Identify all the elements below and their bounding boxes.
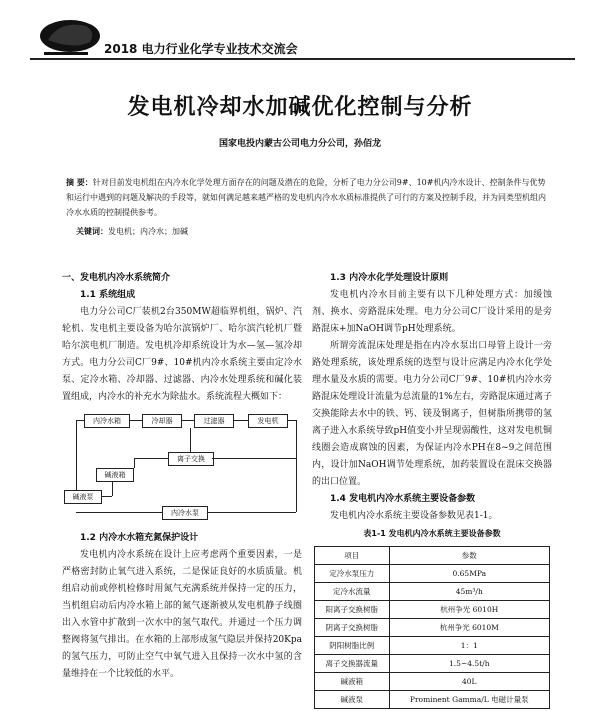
table-cell: 定冷水流量 <box>315 583 390 601</box>
flow-line <box>212 458 296 459</box>
flow-alkali-tank: 碱液箱 <box>96 468 134 482</box>
flow-line <box>296 420 297 512</box>
flow-line <box>134 458 168 459</box>
table-cell: 0.65MPa <box>389 565 549 583</box>
section-1-1-paragraph: 电力分公司C厂装机2台350MW超临界机组，锅炉、汽轮机、发电机主要设备为哈尔滨锅炉厂、哈尔滨汽轮机厂暨哈尔滨电机厂制造。发电机冷却系统设计为水—氢—氢冷却方式。电力分公司C厂9#、10#机内冷水系统主要由定冷水泵、定冷水箱、冷却器、过滤器、内冷水处理系统和碱化装置组成，内冷水的补充水为除盐水。系统流程大概如下： <box>62 307 302 402</box>
abstract-text: 针对目前发电机组在内冷水化学处理方面存在的问题及潜在的危险，分析了电力分公司9#、10#机内冷水设计、控制条件与优势和运行中遇到的问题及解决的手段等，就如何满足越来越严格的发电机内冷水水质标准提供了可行的方案及控制手段，并为同类型机组内冷水水质的控制提供参考。 <box>66 178 546 217</box>
table-row <box>315 583 550 601</box>
table-cell: 杭州争光 6010M <box>389 619 549 637</box>
flow-tank: 内冷水箱 <box>84 414 130 428</box>
table-cell: 定冷水泵压力 <box>315 565 390 583</box>
paper-title: 发电机冷却水加碱优化控制与分析 <box>127 95 473 120</box>
flow-filter: 过滤器 <box>194 414 234 428</box>
flow-line <box>112 482 113 496</box>
table-header-cell: 参数 <box>389 547 549 565</box>
flow-line <box>288 420 296 421</box>
table-header-row <box>315 547 550 565</box>
flow-pump: 内冷水泵 <box>162 506 208 520</box>
table-cell: 阴阳树脂比例 <box>315 637 390 655</box>
section-1-1-heading: 1.1 系统组成 <box>80 290 136 300</box>
table-cell: 阳离子交换树脂 <box>315 601 390 619</box>
parameter-table <box>314 546 550 709</box>
system-flow-diagram <box>62 408 302 526</box>
table-row <box>315 673 550 691</box>
abstract-label: 摘 要： <box>66 177 93 187</box>
right-column <box>312 270 552 709</box>
flow-line <box>234 420 248 421</box>
table-cell: 碱液箱 <box>315 673 390 691</box>
table-header-cell: 项目 <box>315 547 390 565</box>
flow-line <box>76 512 162 513</box>
section-1-3-paragraph-2: 所谓旁流混床处理是指在内冷水泵出口母管上设计一旁路处理系统，该处理系统的选型与设计应满足内冷水化学处理水量及水质的需要。电力分公司C厂9#、10#机内冷水旁路混床处理设计流量为总流量的1%左右，旁路混床通过离子交换能除去水中的铁、钙、镁及铜离子，但树脂所携带的氢离子进入水系统导致pH值变小并呈现弱酸性，这对发电机铜线圈会造成腐蚀的因素，为保证内冷水PH在8~9之间范围内，设计加NaOH调节处理系统，加药装置设在混床交换器的出口位置。 <box>312 341 552 487</box>
table-row <box>315 601 550 619</box>
flow-line <box>190 428 191 452</box>
section-1-4-heading: 1.4 发电机内冷水系统主要设备参数 <box>330 494 476 504</box>
table-cell: 1.5~4.5t/h <box>389 655 549 673</box>
keywords <box>76 226 546 237</box>
paper-author: 国家电投内蒙古公司电力分公司，孙佰龙 <box>218 139 381 149</box>
table-caption: 表1-1 发电机内冷水系统主要设备参数 <box>363 529 501 538</box>
table-cell: Prominent Gamma/L 电磁计量泵 <box>389 691 549 709</box>
left-column <box>62 270 302 683</box>
flow-alkali-pump: 碱液泵 <box>64 490 102 504</box>
keywords-text: 发电机；内冷水；加碱 <box>108 227 188 236</box>
conference-name: 2018 电力行业化学专业技术交流会 <box>104 42 298 56</box>
table-cell: 碱液泵 <box>315 691 390 709</box>
section-1-3-heading: 1.3 内冷水化学处理设计原则 <box>330 273 449 283</box>
flow-line <box>76 420 84 421</box>
flow-line <box>182 420 194 421</box>
conference-logo <box>30 12 102 58</box>
table-row <box>315 655 550 673</box>
section-1-4-paragraph: 发电机内冷水系统主要设备参数见表1-1。 <box>330 511 498 521</box>
table-cell: 45m³/h <box>389 583 549 601</box>
table-cell: 阴离子交换树脂 <box>315 619 390 637</box>
flow-line <box>208 512 296 513</box>
table-cell: 40L <box>389 673 549 691</box>
table-row <box>315 691 550 709</box>
header-rule <box>30 58 575 60</box>
flow-ion-exchange: 离子交换 <box>168 452 214 466</box>
table-cell: 1：1 <box>389 637 549 655</box>
flow-cooler: 冷却器 <box>142 414 182 428</box>
table-row <box>315 637 550 655</box>
keywords-label: 关键词： <box>76 226 108 236</box>
flow-generator: 发电机 <box>248 414 288 428</box>
flow-line <box>134 458 135 468</box>
section-1-3-paragraph-1: 发电机内冷水目前主要有以下几种处理方式：加缓蚀剂、换水、旁路混床处理。电力分公司C厂设计采用的是旁路混床+加NaOH调节pH处理系统。 <box>312 290 552 334</box>
table-cell: 杭州争光 6010H <box>389 601 549 619</box>
flow-line <box>76 420 77 490</box>
table-row <box>315 619 550 637</box>
abstract <box>66 175 546 220</box>
table-row <box>315 565 550 583</box>
flow-line <box>102 496 112 497</box>
section-1-2-paragraph: 发电机内冷水系统在设计上应考虑两个重要因素，一是严格密封防止氧气进入系统，二是保证良好的水质质量。机组启动前或停机检修时用氮气充满系统并保持一定的压力，当机组启动后内冷水箱上部的氮气逐渐被从发电机静子线圈出入水管中扩散到一次水中的氢气取代。并通过一个压力调整阀将氢气排出。在水箱的上部形成氢气隐层并保持20Kpa的氢气压力，可防止空气中氧气进入且保持一次水中氢的含量维持在一个比较低的水平。 <box>62 550 302 679</box>
section-1-2-heading: 1.2 内冷水水箱充氮保护设计 <box>80 533 199 543</box>
section-1-heading: 一、发电机内冷水系统简介 <box>62 273 171 283</box>
table-cell: 离子交换器流量 <box>315 655 390 673</box>
flow-line <box>130 420 142 421</box>
